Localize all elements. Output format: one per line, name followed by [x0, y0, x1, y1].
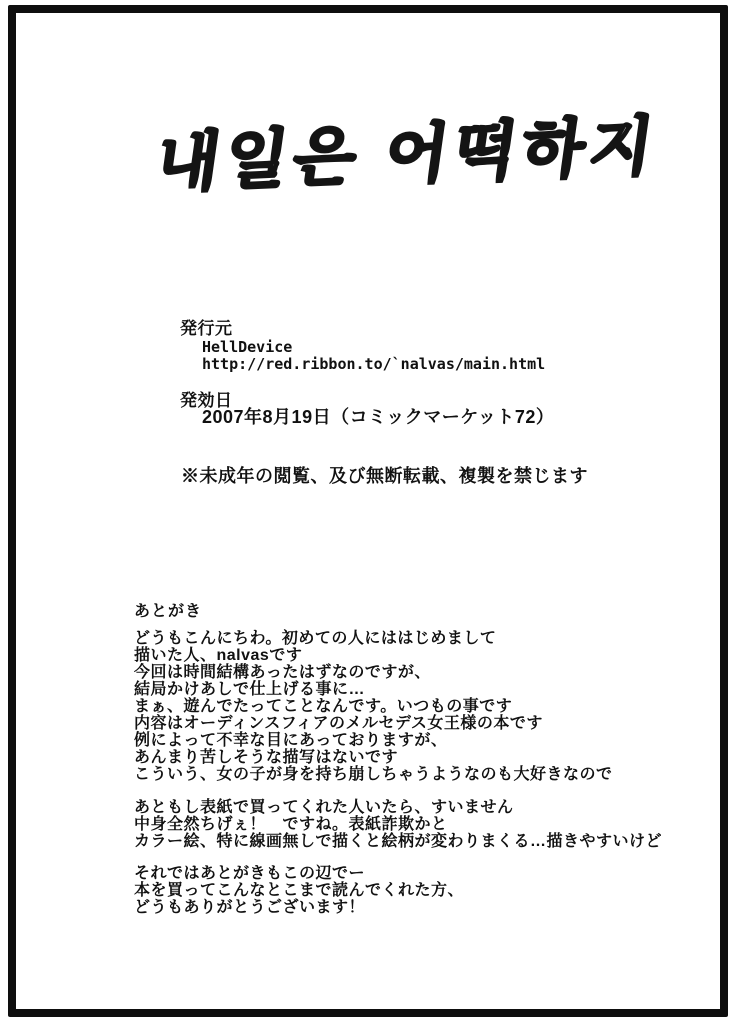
publisher-url: http://red.ribbon.to/`nalvas/main.html	[202, 355, 546, 373]
afterword-line: まぁ、遊んでたってことなんです。いつもの事です	[134, 698, 513, 715]
afterword-line: 結局かけあしで仕上げる事に…	[134, 681, 366, 698]
afterword-line: 中身全然ちげぇ！ ですね。表紙詐欺かと	[134, 816, 448, 833]
publisher-label: 発行元	[180, 319, 233, 338]
afterword-line: どうもありがとうございます！	[134, 899, 366, 916]
afterword-paragraph-3	[134, 865, 464, 916]
afterword-line: あんまり苦しそうな描写はないです	[134, 749, 399, 766]
afterword-line: こういう、女の子が身を持ち崩しちゃうようなのも大好きなので	[134, 766, 613, 783]
afterword-line: 描いた人、nalvasです	[134, 647, 303, 664]
afterword-line: カラー絵、特に線画無しで描くと絵柄が変わりまくる…描きやすいけど	[134, 833, 663, 850]
handwritten-korean-title: 내일은 어떡하지	[152, 109, 664, 199]
afterword-paragraph-2	[134, 799, 662, 850]
afterword-line: 今回は時間結構あったはずなのですが、	[134, 664, 431, 681]
age-restriction-warning: ※未成年の閲覧、及び無断転載、複製を禁じます	[181, 466, 588, 486]
afterword-heading: あとがき	[134, 603, 203, 620]
afterword-line: 本を買ってこんなとこまで読んでくれた方、	[134, 882, 465, 899]
release-date-label: 発効日	[180, 391, 233, 410]
afterword-line: 内容はオーディンスフィアのメルセデス女王様の本です	[134, 715, 543, 732]
afterword-line: 例によって不幸な目にあっておりますが、	[134, 732, 448, 749]
afterword-paragraph-1	[134, 630, 613, 783]
afterword-line: それではあとがきもこの辺でー	[134, 865, 366, 882]
afterword-line: どうもこんにちわ。初めての人にははじめまして	[134, 630, 497, 647]
afterword-line: あともし表紙で買ってくれた人いたら、すいません	[134, 799, 514, 816]
publisher-name: HellDevice	[202, 338, 293, 356]
release-date-value: 2007年8月19日（コミックマーケット72）	[202, 407, 555, 427]
